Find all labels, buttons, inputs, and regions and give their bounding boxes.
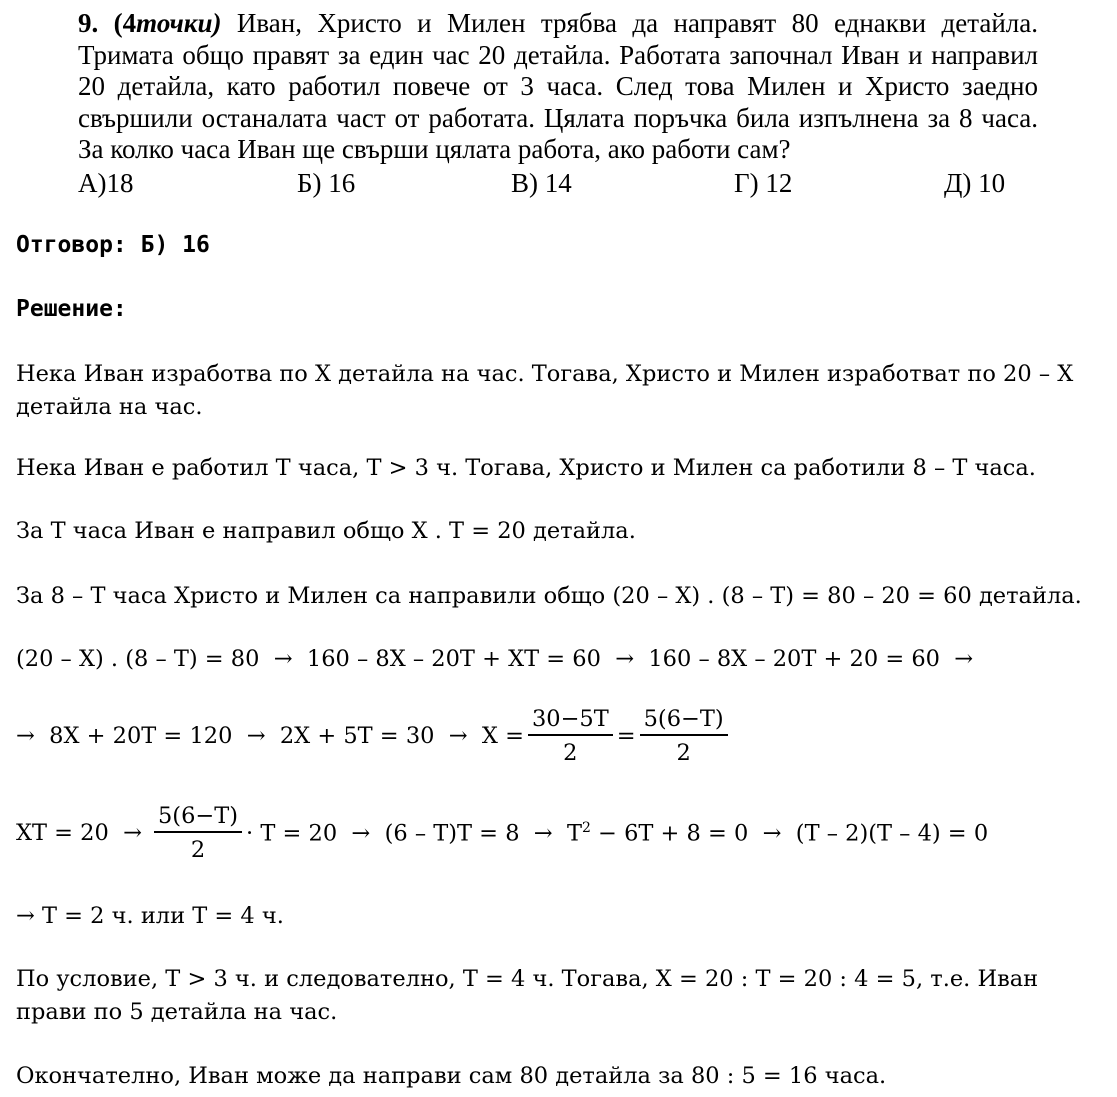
fraction-2 — [640, 706, 728, 766]
fraction-1-numerator: 30−5T — [528, 706, 613, 736]
problem-text: Иван, Христо и Милен трябва да направят 80 еднакви детайла. Тримата общо правят за един час 20 детайла. Работата започнал Иван и направил 20 детайла, като работил повече от 3 часа. След това Милен и Христо заедно свършили останалата част от работата. Цялата поръчка била изпълнена за 8 часа. За колко часа Иван ще свърши цялата работа, ако работи сам? — [78, 8, 1039, 164]
problem-points-open: (4 — [113, 8, 137, 38]
equation-3-tail-b: − 6T + 8 = 0 → (T – 2)(T – 4) = 0 — [590, 820, 989, 847]
answer-heading: Отговор: Б) 16 — [16, 232, 210, 258]
problem-number: 9. — [78, 8, 99, 38]
equation-3-tail — [246, 820, 988, 847]
choice-e: Д) 10 — [944, 168, 1006, 198]
equation-3-lead: XT = 20 → — [16, 820, 142, 846]
solution-paragraph-4: За 8 – T часа Христо и Милен са направили общо (20 – X) . (8 – T) = 80 – 20 = 60 детайла. — [16, 583, 1082, 609]
problem-points-word: точки) — [136, 8, 222, 38]
equation-line-2 — [16, 706, 732, 766]
choice-c: В) 14 — [511, 168, 572, 198]
fraction-2-numerator: 5(6−T) — [640, 706, 728, 736]
choice-b: Б) 16 — [297, 168, 356, 198]
fraction-1 — [528, 706, 613, 766]
solution-paragraph-2: Нека Иван е работил T часа, T > 3 ч. Тогава, Христо и Милен са работили 8 – T часа. — [16, 455, 1036, 481]
solution-paragraph-5: По условие, T > 3 ч. и следователно, T = 4 ч. Тогава, X = 20 : T = 20 : 4 = 5, т.е. Иван прави по 5 детайла на час. — [16, 966, 1039, 1025]
choice-a: A)18 — [78, 168, 134, 198]
solution-paragraph-1: Нека Иван изработва по X детайла на час. Тогава, Христо и Милен изработват по 20 – X детайла на час. — [16, 361, 1074, 420]
equation-line-1: (20 – X) . (8 – T) = 80 → 160 – 8X – 20T + XT = 60 → 160 – 8X – 20T + 20 = 60 → — [16, 646, 974, 672]
fraction-3 — [154, 803, 242, 863]
equals-sign: = — [616, 723, 636, 749]
choice-d: Г) 12 — [734, 168, 793, 198]
exponent: 2 — [581, 819, 591, 836]
solution-paragraph-3: За T часа Иван е направил общо X . T = 20 детайла. — [16, 518, 636, 544]
equation-3-tail-a: · T = 20 → (6 – T)T = 8 → T — [246, 820, 582, 847]
equation-2-lead: → 8X + 20T = 120 → 2X + 5T = 30 → X = — [16, 723, 524, 749]
solution-paragraph-6: Окончателно, Иван може да направи сам 80 детайла за 80 : 5 = 16 часа. — [16, 1063, 887, 1089]
problem-statement — [78, 8, 1038, 166]
answer-choices — [78, 168, 1038, 202]
fraction-3-numerator: 5(6−T) — [154, 803, 242, 833]
fraction-1-denominator: 2 — [563, 740, 578, 766]
equation-line-3 — [16, 803, 988, 863]
solution-heading: Решение: — [16, 296, 127, 322]
fraction-3-denominator: 2 — [190, 837, 206, 863]
equation-line-4: → T = 2 ч. или T = 4 ч. — [16, 903, 284, 929]
fraction-2-denominator: 2 — [676, 740, 691, 766]
